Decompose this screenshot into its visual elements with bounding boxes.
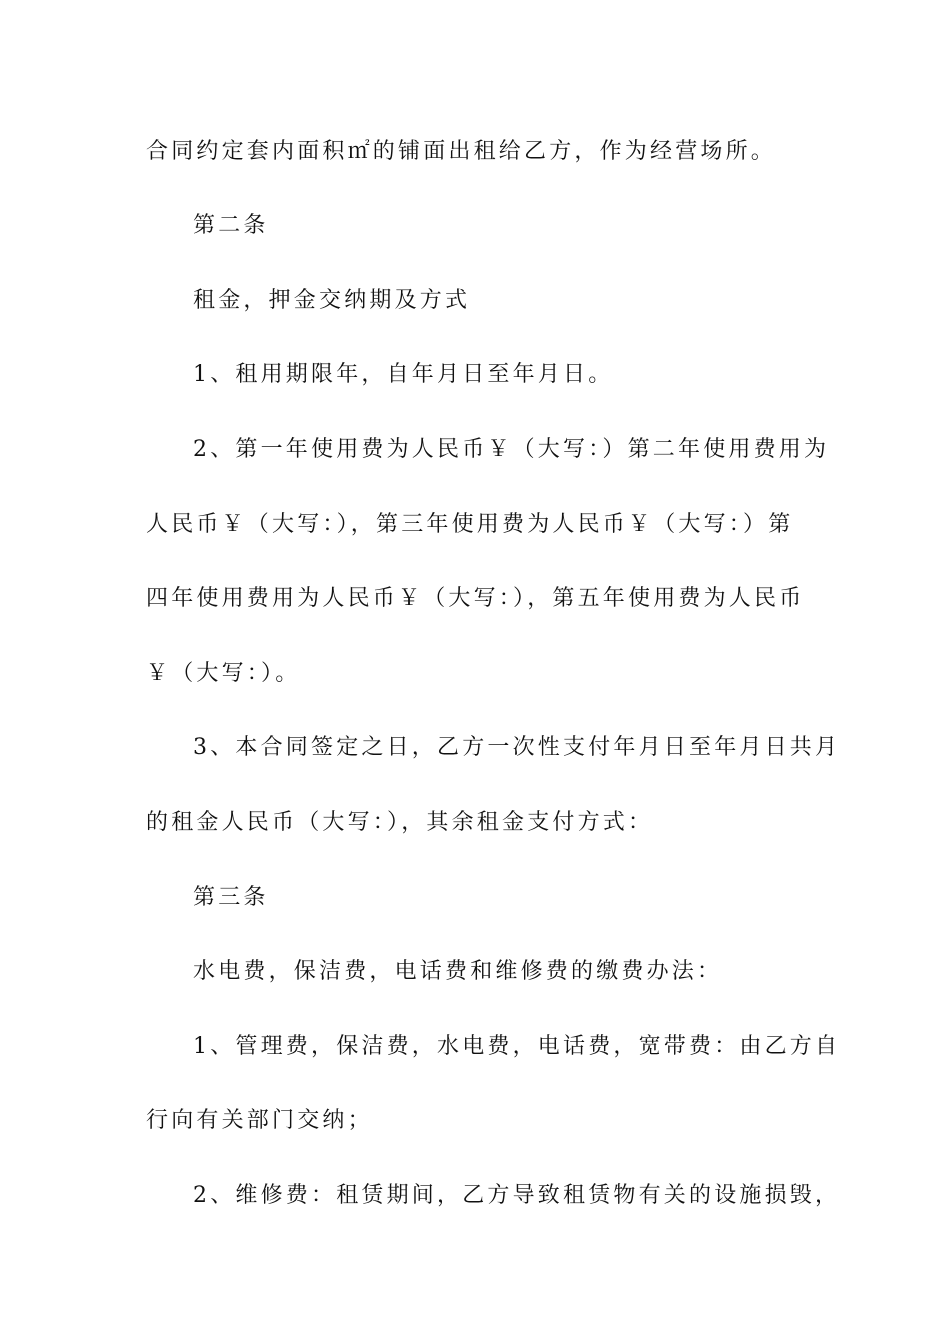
- body-text-line: ￥（大写：）。: [146, 661, 301, 686]
- article-heading: 第二条: [193, 213, 269, 238]
- body-text-line: 2、维修费：租赁期间，乙方导致租赁物有关的设施损毁，: [193, 1183, 841, 1208]
- section-heading: 租金，押金交纳期及方式: [193, 288, 471, 313]
- body-text-line: 1、管理费，保洁费，水电费，电话费，宽带费：由乙方自: [193, 1034, 841, 1059]
- body-text-line: 1、租用期限年，自年月日至年月日。: [193, 362, 614, 387]
- section-heading: 水电费，保洁费，电话费和维修费的缴费办法：: [193, 959, 723, 984]
- body-text-line: 3、本合同签定之日，乙方一次性支付年月日至年月日共月: [193, 735, 841, 760]
- body-text-line: 合同约定套内面积㎡的铺面出租给乙方，作为经营场所。: [146, 139, 777, 164]
- body-text-line: 的租金人民币（大写：），其余租金支付方式：: [146, 810, 654, 835]
- body-text-line: 四年使用费用为人民币￥（大写：），第五年使用费为人民币: [146, 586, 805, 611]
- article-heading: 第三条: [193, 885, 269, 910]
- body-text-line: 2、第一年使用费为人民币￥（大写：）第二年使用费用为: [193, 437, 830, 462]
- body-text-line: 人民币￥（大写：），第三年使用费为人民币￥（大写：）第: [146, 512, 794, 537]
- body-text-line: 行向有关部门交纳；: [146, 1108, 373, 1133]
